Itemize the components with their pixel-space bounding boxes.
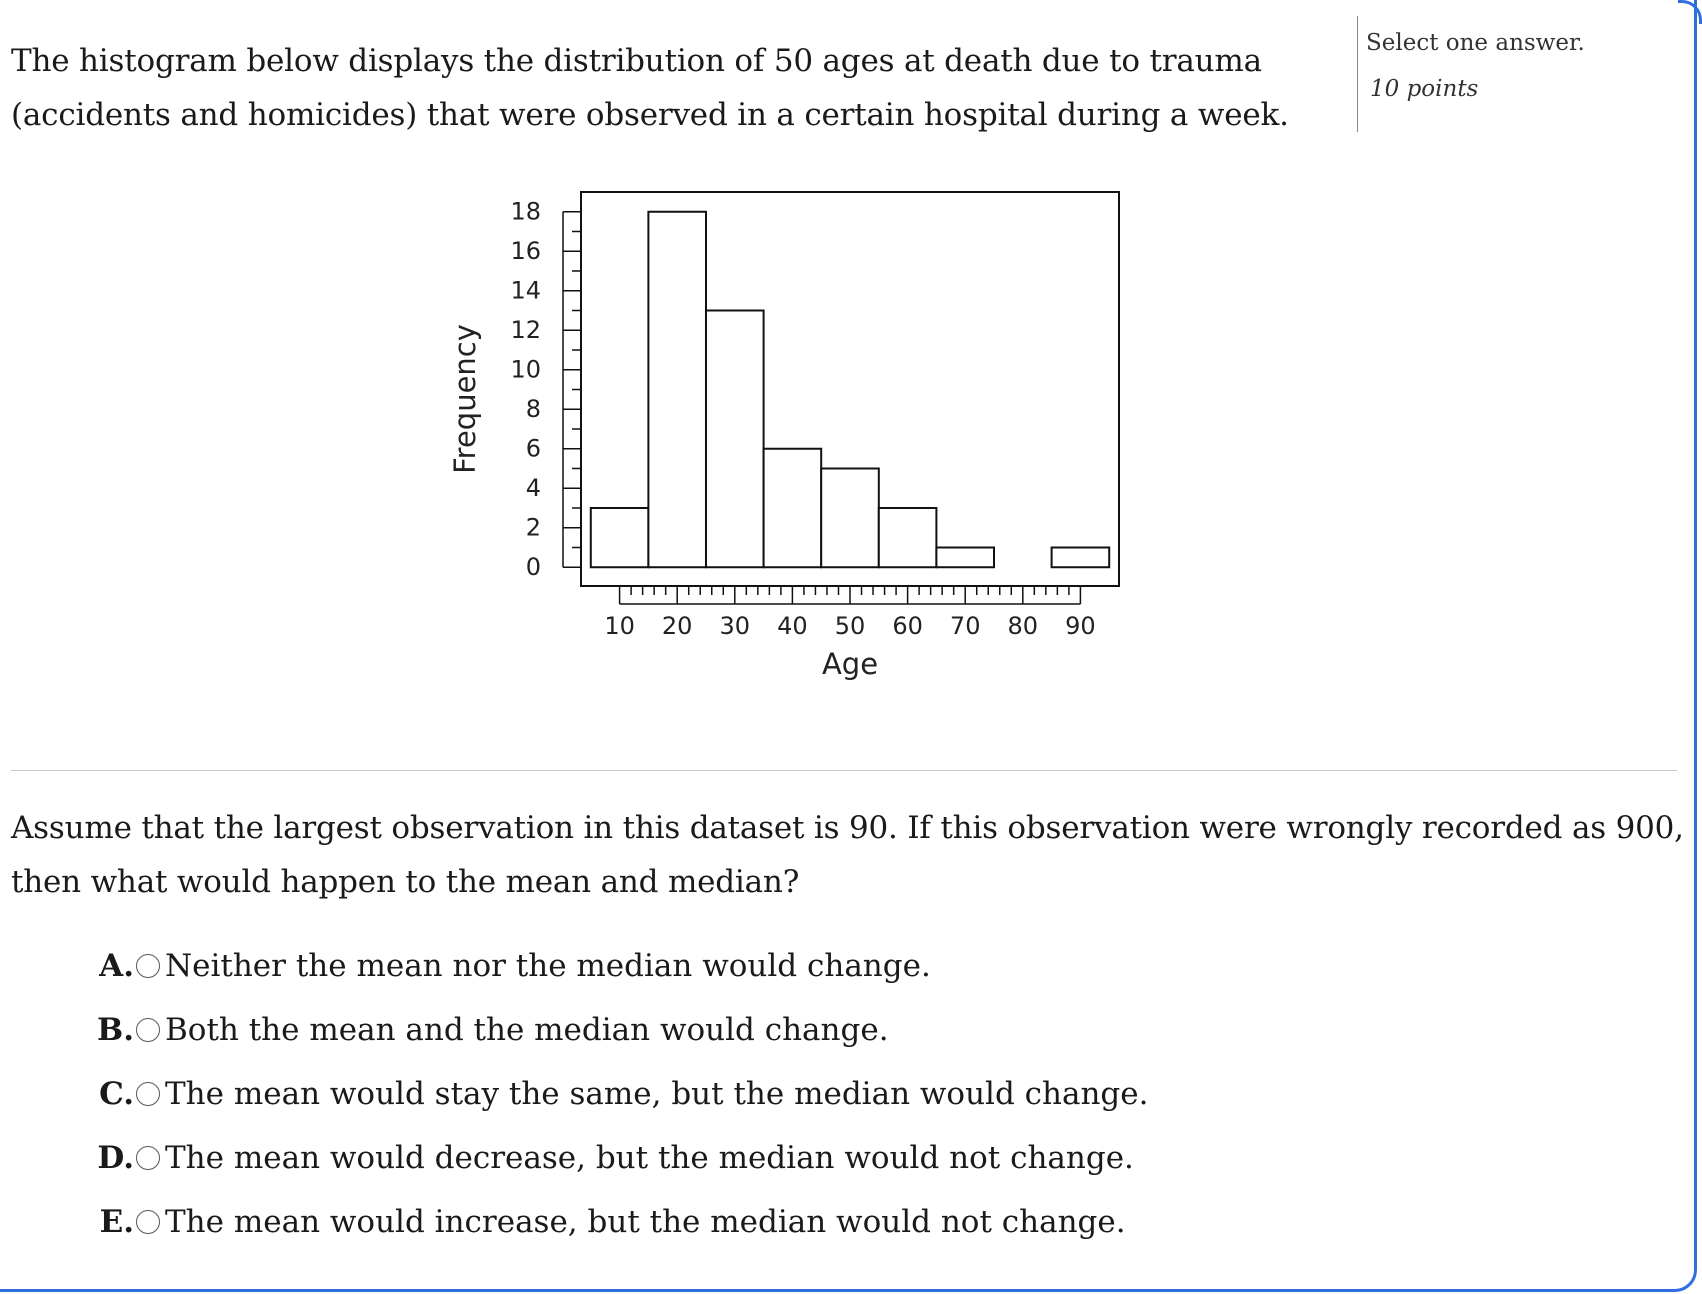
option-d-text: The mean would decrease, but the median would not change. [165,1140,1134,1176]
option-e-letter: E. [99,1204,134,1240]
select-instruction: Select one answer. [1366,30,1585,56]
histogram-bar-60 [879,508,937,567]
option-d-radio[interactable] [136,1146,160,1170]
question-prompt: The histogram below displays the distribution of 50 ages at death due to trauma (accidents and homicides) that were observed in a certain hospital during a week. [11,43,1289,133]
x-tick-label-70: 70 [949,612,981,640]
y-tick-label-8: 8 [525,395,541,424]
x-axis-label: Age [821,647,879,681]
x-tick-label-10: 10 [604,612,635,640]
histogram-plot [448,192,1119,681]
age-histogram [440,190,1240,750]
option-c-letter: C. [99,1076,134,1112]
option-b-letter: B. [97,1012,134,1048]
option-a-letter: A. [99,948,134,984]
histogram-bar-20 [648,212,706,567]
question-text: Assume that the largest observation in this dataset is 90. If this observation were wrongly recorded as 900, then what would happen to the mean and median? [11,810,1684,900]
option-a-text: Neither the mean nor the median would change. [165,948,931,984]
y-tick-label-16: 16 [510,237,541,266]
x-tick-label-90: 90 [1065,612,1096,640]
y-tick-label-18: 18 [510,197,541,226]
option-a-radio[interactable] [136,954,160,978]
option-e-radio[interactable] [136,1210,160,1234]
points-label: 10 points [1370,76,1479,102]
histogram-bar-50 [821,468,879,567]
x-tick-label-30: 30 [719,612,751,640]
option-e-text: The mean would increase, but the median would not change. [165,1204,1126,1240]
y-tick-label-14: 14 [510,276,541,305]
x-tick-label-40: 40 [777,612,808,640]
x-tick-label-80: 80 [1007,612,1039,640]
x-tick-label-50: 50 [834,612,866,640]
section-divider [11,770,1677,771]
y-tick-label-12: 12 [510,316,541,345]
option-d-letter: D. [97,1140,134,1176]
histogram-bar-70 [936,547,994,567]
option-c-text: The mean would stay the same, but the median would change. [165,1076,1149,1112]
y-tick-label-2: 2 [525,513,541,542]
option-b[interactable] [96,998,1148,1062]
option-a[interactable] [96,934,1148,998]
histogram-bar-10 [591,508,649,567]
answer-options [96,934,1148,1254]
y-tick-label-4: 4 [525,474,541,503]
histogram-bar-40 [764,449,822,567]
histogram-bar-30 [706,310,764,567]
x-tick-label-60: 60 [892,612,923,640]
y-tick-label-10: 10 [510,355,541,384]
y-axis-label: Frequency [448,324,482,474]
y-tick-label-0: 0 [525,553,541,582]
option-c-radio[interactable] [136,1082,160,1106]
y-tick-label-6: 6 [525,434,541,463]
option-e[interactable] [96,1190,1148,1254]
option-b-radio[interactable] [136,1018,160,1042]
question-meta [1357,16,1585,132]
option-d[interactable] [96,1126,1148,1190]
x-tick-label-20: 20 [661,612,693,640]
option-c[interactable] [96,1062,1148,1126]
histogram-bar-90 [1052,547,1110,567]
option-b-text: Both the mean and the median would change. [165,1012,889,1048]
question-card-corner [1678,0,1702,24]
